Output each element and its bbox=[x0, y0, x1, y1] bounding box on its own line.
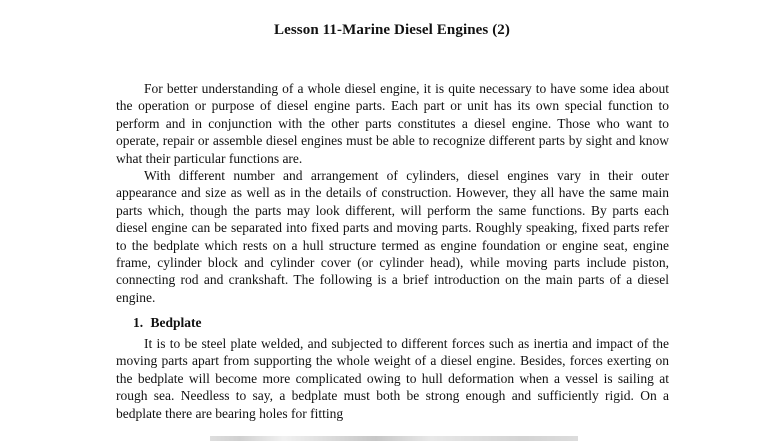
page-title: Lesson 11-Marine Diesel Engines (2) bbox=[274, 22, 510, 38]
section-heading-text: Bedplate bbox=[150, 315, 202, 330]
section-heading-bedplate bbox=[133, 314, 202, 331]
parts-overview-paragraph: With different number and arrangement of cylinders, diesel engines vary in their outer appearance and size as well as in the details of construction. However, they all have the same main parts which, though the parts may look different, will perform the same functions. By parts each diesel engine can be separated into fixed parts and moving parts. Roughly speaking, fixed parts refer to the bedplate which rests on a hull structure termed as engine foundation or engine seat, engine frame, cylinder block and cylinder cover (or cylinder head), while moving parts include piston, connecting rod and crankshaft. The following is a brief introduction on the main parts of a diesel engine. bbox=[116, 168, 669, 305]
intro-paragraph: For better understanding of a whole diesel engine, it is quite necessary to have some idea about the operation or purpose of diesel engine parts. Each part or unit has its own special function to perform and in conjunction with the other parts constitutes a diesel engine. Those who want to operate, repair or assemble diesel engines must be able to recognize different parts by sight and know what their particular functions are. bbox=[116, 81, 669, 166]
figure-top-edge bbox=[210, 436, 578, 441]
bedplate-paragraph: It is to be steel plate welded, and subjected to different forces such as inertia and impact of the moving parts apart from supporting the whole weight of a diesel engine. Besides, forces exerting on the bedplate will become more complicated owing to hull deformation when a vessel is sailing at rough sea. Needless to say, a bedplate must both be strong enough and sufficiently rigid. On a bedplate there are bearing holes for fitting bbox=[116, 336, 669, 421]
section-number: 1. bbox=[133, 315, 144, 330]
